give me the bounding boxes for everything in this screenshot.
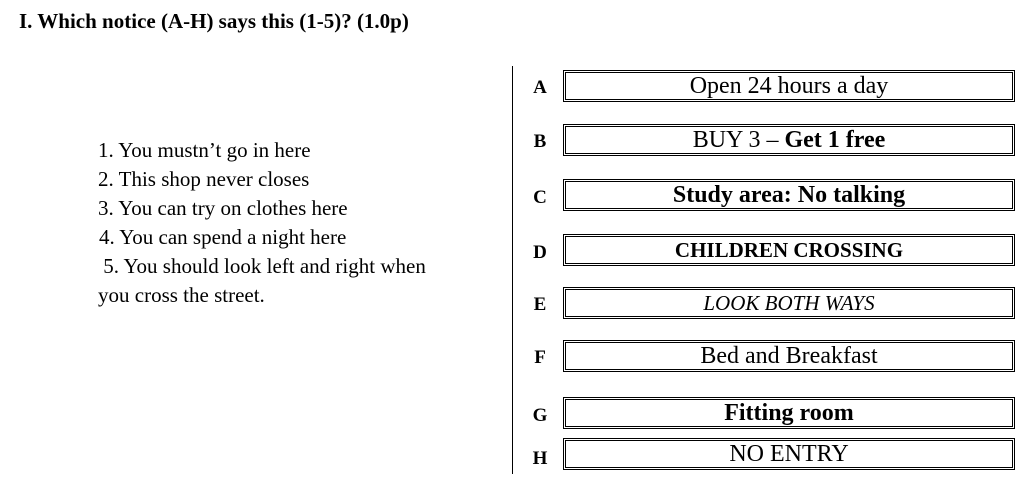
column-divider [512, 66, 513, 474]
notice-b-text-plain: BUY 3 – [692, 126, 785, 153]
notice-a [563, 70, 1015, 102]
notice-letter-f: F [534, 347, 546, 368]
notice-letter-e: E [533, 294, 547, 315]
notice-g-text: Fitting room [724, 399, 854, 426]
statement-5: 5. You should look left and right when [98, 254, 426, 278]
notice-c [563, 179, 1015, 211]
notice-e-text: LOOK BOTH WAYS [703, 290, 875, 315]
notice-e [563, 287, 1015, 319]
notice-f [563, 340, 1015, 372]
statement-2: 2. This shop never closes [98, 167, 310, 191]
notice-g [563, 397, 1015, 429]
notice-a-text: Open 24 hours a day [689, 72, 889, 99]
notice-d [563, 234, 1015, 266]
statement-4: 4. You can spend a night here [99, 225, 347, 249]
notice-h-text: NO ENTRY [729, 440, 849, 467]
notice-letter-h: H [532, 448, 548, 469]
notice-b [563, 124, 1015, 156]
exercise-heading: I. Which notice (A-H) says this (1-5)? (1.0p) [19, 9, 409, 33]
notice-f-text: Bed and Breakfast [700, 342, 878, 369]
notice-d-text: CHILDREN CROSSING [674, 237, 904, 262]
statement-list [98, 136, 508, 310]
notice-letter-d: D [533, 242, 547, 263]
statement-3: 3. You can try on clothes here [98, 196, 348, 220]
notice-letter-g: G [532, 405, 548, 426]
notice-letter-a: A [533, 77, 547, 98]
notice-letter-c: C [533, 187, 547, 208]
notice-letter-b: B [533, 131, 547, 152]
statement-5-continued: you cross the street. [98, 283, 265, 307]
notice-c-text: Study area: No talking [672, 181, 906, 208]
notice-b-text-bold: Get 1 free [784, 126, 886, 153]
statement-1: 1. You mustn’t go in here [98, 138, 311, 162]
notice-h [563, 438, 1015, 470]
